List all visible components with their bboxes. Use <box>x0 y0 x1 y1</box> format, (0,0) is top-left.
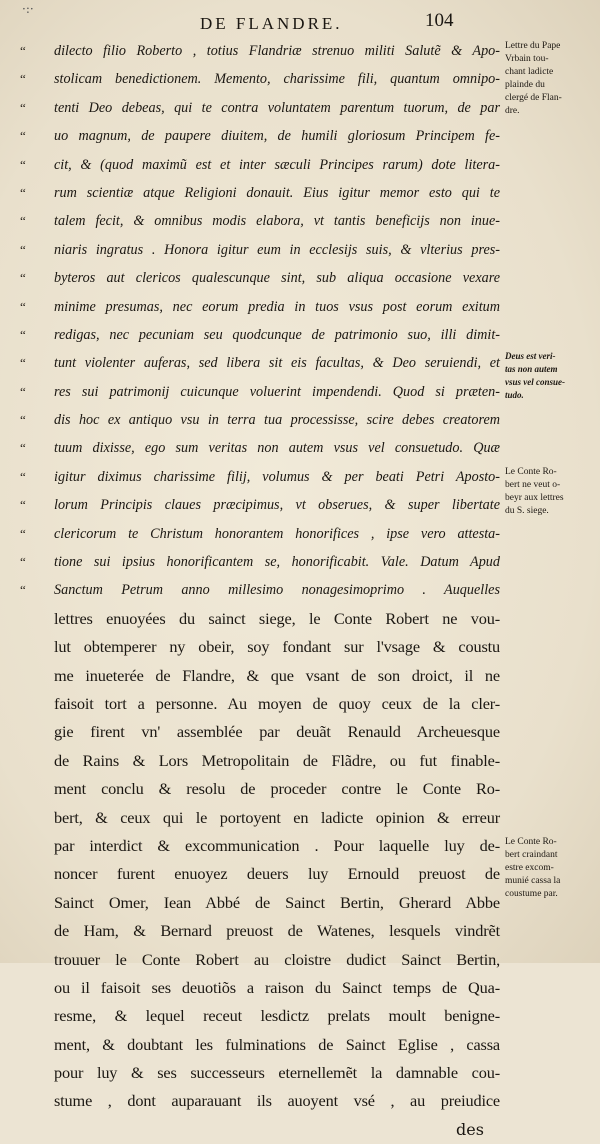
line-text: uo magnum, de paupere diuitem, de humili gloriosum Principem fe- <box>54 128 500 145</box>
text-line <box>20 633 500 661</box>
margin-note-line: Deus est veri- <box>505 351 556 361</box>
text-line <box>20 576 500 604</box>
text-line <box>20 491 500 519</box>
quotation-mark: “ <box>20 525 26 541</box>
margin-note-line: vsus vel consue- <box>505 377 565 387</box>
line-text: lettres enuoyées du sainct siege, le Conte Robert ne vou- <box>54 608 500 628</box>
quotation-mark: “ <box>20 99 26 115</box>
quotation-mark: “ <box>20 326 26 342</box>
text-line <box>20 179 500 207</box>
line-text: rum scientiæ atque Religioni donauit. Eius igitur memor esto qui te <box>54 184 500 201</box>
quotation-mark: “ <box>20 468 26 484</box>
quotation-mark: “ <box>20 270 26 286</box>
line-text: de Rains & Lors Metropolitain de Flãdre, ou fut finable- <box>54 750 500 770</box>
line-text: bert, & ceux qui le portoyent en ladicte opinion & erreur <box>54 807 500 827</box>
margin-note-line: beyr aux lettres <box>505 493 564 503</box>
line-text: gie firent vn' assemblée par deuãt Renauld Archeuesque <box>54 722 500 742</box>
text-line <box>20 463 500 491</box>
quotation-mark: “ <box>20 440 26 456</box>
line-text: noncer furent enuoyez deuers luy Ernould preuost de <box>54 864 500 884</box>
margin-note-deus-veritas <box>505 350 597 402</box>
quotation-mark: “ <box>20 355 26 371</box>
margin-note-line: bert craindant <box>505 850 558 860</box>
text-line <box>20 378 500 406</box>
line-text: ou il faisoit ses deuotiõs a raison du Sainct temps de Qua- <box>54 977 500 997</box>
line-text: trouuer le Conte Robert au cloistre dudict Sainct Bertin, <box>54 949 500 969</box>
margin-note-line: plainde du <box>505 80 545 90</box>
line-text: lut obtemperer ny obeir, soy fondant sur l'vsage & coustu <box>54 637 500 657</box>
quotation-mark: “ <box>20 582 26 598</box>
line-text: ment, & doubtant les fulminations de Sainct Eglise , cassa <box>54 1034 500 1054</box>
text-line <box>20 207 500 235</box>
quotation-mark: “ <box>20 71 26 87</box>
margin-note-conte-cassa <box>505 836 597 901</box>
text-line <box>20 946 500 974</box>
text-line <box>20 889 500 917</box>
quotation-mark: “ <box>20 298 26 314</box>
line-text: tenti Deo debeas, qui te contra voluntatem parentum tuorum, de par <box>54 99 500 116</box>
margin-note-line: munié cassa la <box>505 876 561 886</box>
quotation-mark: “ <box>20 184 26 200</box>
text-line <box>20 804 500 832</box>
margin-note-line: clergé de Flan- <box>505 93 562 103</box>
line-text: me inueterée de Flandre, & que vsant de son droict, il ne <box>54 665 500 685</box>
quotation-mark: “ <box>20 497 26 513</box>
text-line <box>20 520 500 548</box>
line-text: par interdict & excommunication . Pour laquelle luy de- <box>54 835 500 855</box>
line-text: resme, & lequel receut lesdictz prelats moult benigne- <box>54 1006 500 1026</box>
text-line <box>20 321 500 349</box>
quotation-mark: “ <box>20 156 26 172</box>
text-line <box>20 1059 500 1087</box>
line-text: stume , dont auparauant ils auoyent vsé , au preiudice <box>54 1091 500 1111</box>
text-line <box>20 151 500 179</box>
text-line <box>20 974 500 1002</box>
margin-note-line: Lettre du Pape <box>505 41 561 51</box>
margin-note-line: du S. siege. <box>505 506 549 516</box>
margin-note-conte-refuse <box>505 466 597 518</box>
text-line <box>20 264 500 292</box>
text-line <box>20 1087 500 1115</box>
margin-note-letter-pope <box>505 40 597 118</box>
line-text: niaris ingratus . Honora igitur eum in ecclesijs suis, & vlterius pres- <box>54 241 500 258</box>
margin-note-line: bert ne veut o- <box>505 480 561 490</box>
line-text: faisoit tort a personne. Au moyen de quoy ceux de la cler- <box>54 693 500 713</box>
text-line <box>20 406 500 434</box>
line-text: igitur diximus charissime filij, volumus & per beati Petri Aposto- <box>54 468 500 485</box>
line-text: tione sui ipsius honorificantem se, honorificabit. Vale. Datum Apud <box>54 554 500 571</box>
quotation-mark: “ <box>20 554 26 570</box>
text-line <box>20 747 500 775</box>
line-text: talem fecit, & omnibus modis elabora, vt tantis beneficijs non inue- <box>54 213 500 230</box>
body-text <box>20 37 500 1144</box>
text-line <box>20 718 500 746</box>
margin-note-line: Le Conte Ro- <box>505 467 557 477</box>
line-text: dilecto filio Roberto , totius Flandriæ strenuo militi Salutẽ & Apo- <box>54 43 500 59</box>
text-line <box>20 94 500 122</box>
margin-note-line: coustume par. <box>505 889 558 899</box>
margin-note-line: tas non autem <box>505 364 558 374</box>
text-line <box>20 122 500 150</box>
text-line <box>20 434 500 462</box>
text-line <box>20 917 500 945</box>
line-text: dis hoc ex antiquo vsu in terra tua processisse, scire debes creatorem <box>54 412 500 429</box>
quotation-mark: “ <box>20 383 26 399</box>
catchword-line <box>20 1116 500 1144</box>
text-line <box>20 690 500 718</box>
text-line <box>20 1031 500 1059</box>
text-line <box>20 832 500 860</box>
line-text: minime presumas, nec eorum predia in tuos vsus post eorum exitum <box>54 298 500 315</box>
quotation-mark: “ <box>20 241 26 257</box>
line-text: redigas, nec pecuniam seu quodcunque de patrimonio suo, illi dimit- <box>54 326 500 343</box>
text-line <box>20 349 500 377</box>
page-number: 104 <box>425 10 454 31</box>
text-line <box>20 775 500 803</box>
quotation-mark: “ <box>20 128 26 144</box>
quotation-mark: “ <box>20 412 26 428</box>
line-text: res sui patrimonij cuicunque voluerint impendendi. Quod si præten- <box>54 383 500 400</box>
text-line <box>20 65 500 93</box>
text-line <box>20 860 500 888</box>
margin-note-line: Le Conte Ro- <box>505 837 557 847</box>
ornament-mark: ·:· <box>22 2 34 16</box>
quotation-mark: “ <box>20 43 26 58</box>
text-line <box>20 236 500 264</box>
line-text: de Ham, & Bernard preuost de Watenes, lesquels vindrẽt <box>54 921 500 941</box>
margin-note-line: dre. <box>505 106 520 116</box>
line-text: tunt violenter auferas, sed libera sit eis facultas, & Deo seruiendi, et <box>54 355 500 372</box>
margin-note-line: chant ladicte <box>505 67 554 77</box>
margin-note-line: tudo. <box>505 390 524 400</box>
line-text: tuum dixisse, ego sum veritas non autem vsus vel consuetudo. Quæ <box>54 440 500 457</box>
line-text: Sanctum Petrum anno millesimo nonagesimoprimo . Auquelles <box>54 582 500 599</box>
margin-note-line: estre excom- <box>505 863 554 873</box>
text-line <box>20 293 500 321</box>
line-text: Sainct Omer, Iean Abbé de Sainct Bertin, Gherard Abbe <box>54 892 500 912</box>
line-text: cit, & (quod maximũ est et inter sæculi Principes rarum) dote litera- <box>54 156 500 173</box>
line-text: lorum Principis claues præcipimus, vt obserues, & super libertate <box>54 497 500 514</box>
line-text: ment conclu & resolu de proceder contre le Conte Ro- <box>54 779 500 799</box>
text-line <box>20 1002 500 1030</box>
text-line <box>20 548 500 576</box>
line-text: pour luy & ses successeurs eternellemẽt la damnable cou- <box>54 1063 500 1083</box>
text-line <box>20 662 500 690</box>
catchword: des <box>456 1119 484 1139</box>
quotation-mark: “ <box>20 213 26 229</box>
line-text: byteros aut clericos qualescunque sint, sub aliqua occasione vexare <box>54 270 500 287</box>
line-text: clericorum te Christum honorantem honorifices , ipse vero attesta- <box>54 525 500 542</box>
text-line <box>20 605 500 633</box>
running-head: DE FLANDRE. <box>200 14 343 33</box>
text-line <box>20 37 500 65</box>
margin-note-line: Vrbain tou- <box>505 54 549 64</box>
line-text: stolicam benedictionem. Memento, charissime fili, quantum omnipo- <box>54 71 500 88</box>
